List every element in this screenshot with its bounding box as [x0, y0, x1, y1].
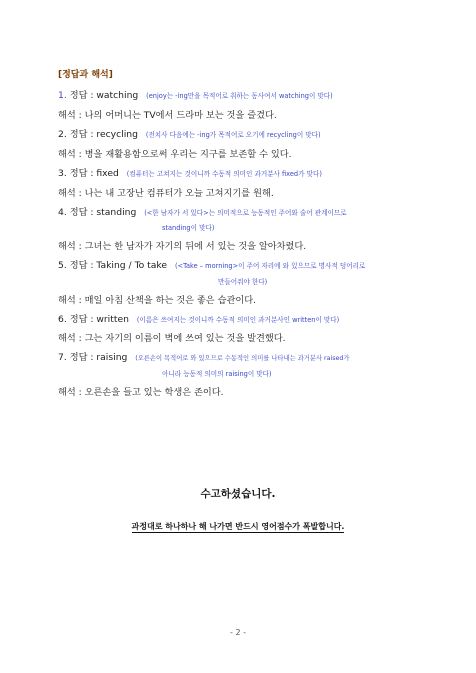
answer-note-continued: 아니라 능동적 의미의 raising이 맞다): [162, 370, 272, 378]
translation-1: 해석 : 나의 어머니는 TV에서 드라마 보는 것을 즐겼다.: [58, 110, 277, 121]
item-number: 4.: [58, 207, 67, 218]
answer-item-1: [58, 87, 333, 101]
answer-note: (오른손이 목적어로 와 있으므로 수동적인 의미를 나타내는 과거분사 raised가: [135, 355, 350, 362]
answer-note: (전치사 다음에는 -ing가 목적어로 오기에 recycling이 맞다): [145, 131, 321, 139]
translation-5: 해석 : 매일 아침 산책을 하는 것은 좋은 습관이다.: [58, 295, 257, 306]
motto-line: [0, 521, 476, 532]
answer-item-5: [58, 257, 365, 271]
translation-6: 해석 : 그는 자기의 이름이 벽에 쓰여 있는 것을 발견했다.: [58, 333, 286, 344]
answer-text: 정답 : standing: [69, 207, 137, 218]
answer-note: (컴퓨터는 고쳐지는 것이니까 수동적 의미인 과거분사 fixed가 맞다): [126, 170, 322, 178]
page-number: - 2 -: [230, 628, 246, 637]
answer-note-continued: 만들어줘야 한다): [218, 278, 268, 286]
answer-text: 정답 : recycling: [69, 129, 138, 140]
translation-3: 해석 : 나는 내 고장난 컴퓨터가 오늘 고쳐지기를 원해.: [58, 188, 274, 199]
translation-4: 해석 : 그녀는 한 남자가 자기의 뒤에 서 있는 것을 알아차렸다.: [58, 241, 307, 252]
item-number: 1.: [58, 90, 67, 101]
answer-note: (enjoy는 -ing만을 목적어로 취하는 동사여서 watching이 맞다): [146, 92, 333, 100]
item-number: 3.: [58, 168, 67, 179]
answer-item-2: [58, 126, 321, 140]
closing-message: 수고하셨습니다.: [200, 488, 276, 500]
answer-item-6: [58, 311, 339, 325]
motto-text: 과정대로 하나하나 해 나가면 반드시 영어점수가 폭발합니다.: [131, 522, 345, 531]
section-heading: [정답과 해석]: [58, 70, 113, 80]
item-number: 7.: [58, 352, 67, 363]
answer-text: 정답 : watching: [69, 90, 139, 101]
item-number: 5.: [58, 260, 67, 271]
answer-text: 정답 : written: [69, 314, 129, 325]
answer-text: 정답 : Taking / To take: [69, 260, 168, 271]
answer-text: 정답 : raising: [69, 352, 128, 363]
answer-text: 정답 : fixed: [69, 168, 119, 179]
translation-7: 해석 : 오른손을 들고 있는 학생은 존이다.: [58, 387, 224, 398]
item-number: 2.: [58, 129, 67, 140]
answer-note: (<한 남자가 서 있다>는 의미적으로 능동적인 주어와 술어 관계이므로: [144, 209, 347, 217]
translation-2: 해석 : 병을 재활용함으로써 우리는 지구를 보존할 수 있다.: [58, 149, 292, 160]
answer-note: (<Take – morning>이 주어 자리에 와 있으므로 명사적 덩어리로: [174, 262, 366, 270]
answer-item-4: [58, 204, 347, 218]
answer-item-3: [58, 165, 322, 179]
answer-item-7: [58, 349, 350, 363]
answer-note: (이름은 쓰여지는 것이니까 수동적 의미인 과거분사인 written이 맞다): [136, 316, 340, 324]
item-number: 6.: [58, 314, 67, 325]
answer-note-continued: standing이 맞다): [162, 224, 215, 232]
